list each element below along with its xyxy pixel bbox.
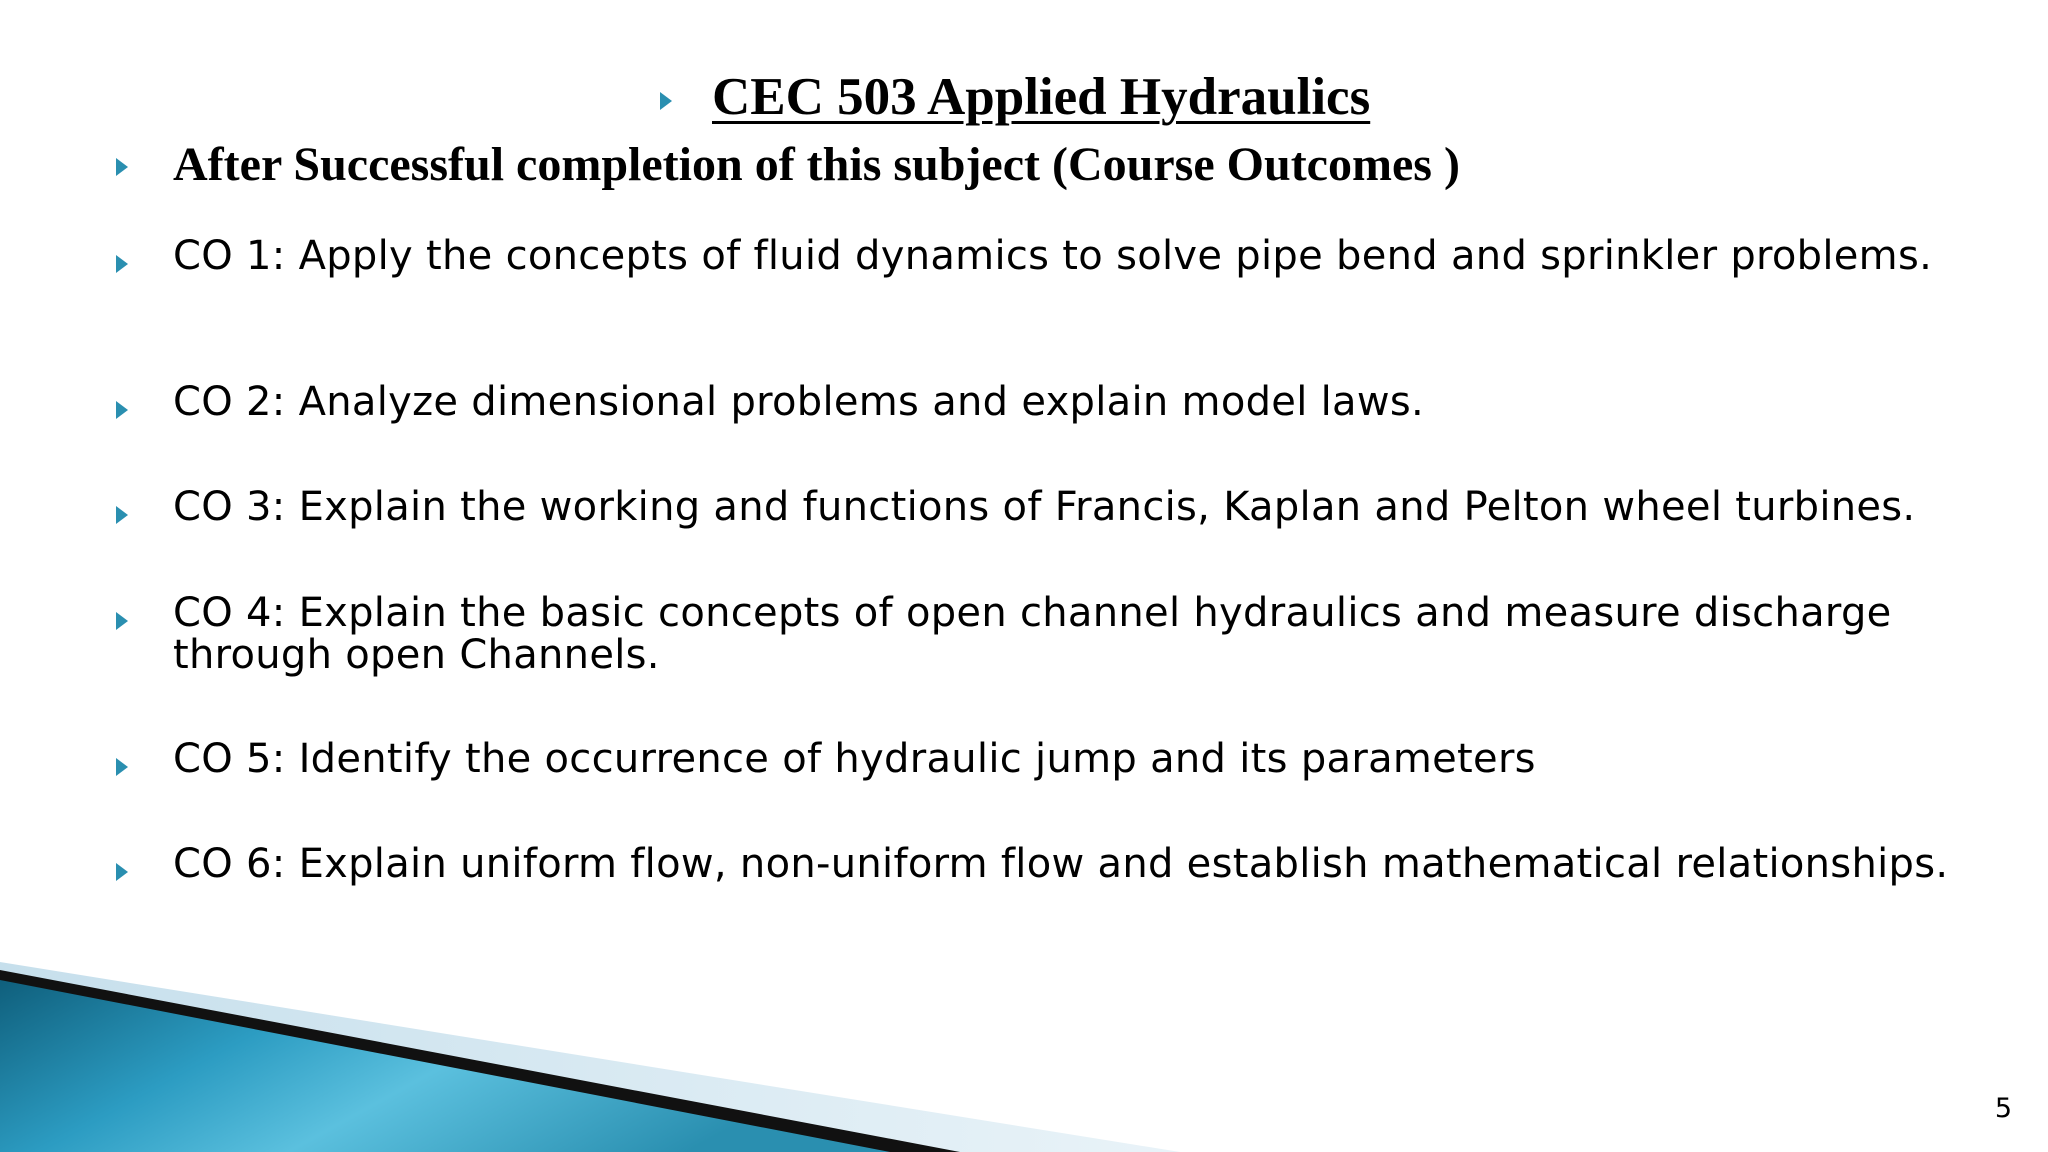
triangle-bullet-icon <box>116 612 128 630</box>
course-outcome-text: CO 4: Explain the basic concepts of open channel hydraulics and measure discharge through open Channels. <box>173 590 1892 678</box>
triangle-bullet-icon <box>116 401 128 419</box>
course-outcome-text: CO 3: Explain the working and functions of Francis, Kaplan and Pelton wheel turbines. <box>173 484 1916 530</box>
triangle-bullet-icon <box>116 758 128 776</box>
triangle-bullet-icon <box>116 506 128 524</box>
triangle-bullet-icon <box>116 158 128 176</box>
slide-title: CEC 503 Applied Hydraulics <box>712 68 1371 126</box>
triangle-bullet-icon <box>116 255 128 273</box>
course-outcome-text: CO 6: Explain uniform flow, non-uniform flow and establish mathematical relationships. <box>173 841 1949 887</box>
course-outcome-text: CO 5: Identify the occurrence of hydraulic jump and its parameters <box>173 736 1536 782</box>
slide-subtitle: After Successful completion of this subject (Course Outcomes ) <box>173 138 1460 191</box>
triangle-bullet-icon <box>660 92 672 110</box>
page-number: 5 <box>1994 1093 2012 1124</box>
triangle-bullet-icon <box>116 863 128 881</box>
footer-wave-decoration <box>0 960 2048 1152</box>
course-outcome-text: CO 1: Apply the concepts of fluid dynamics to solve pipe bend and sprinkler problems. <box>173 233 1933 279</box>
course-outcome-text: CO 2: Analyze dimensional problems and explain model laws. <box>173 379 1425 425</box>
